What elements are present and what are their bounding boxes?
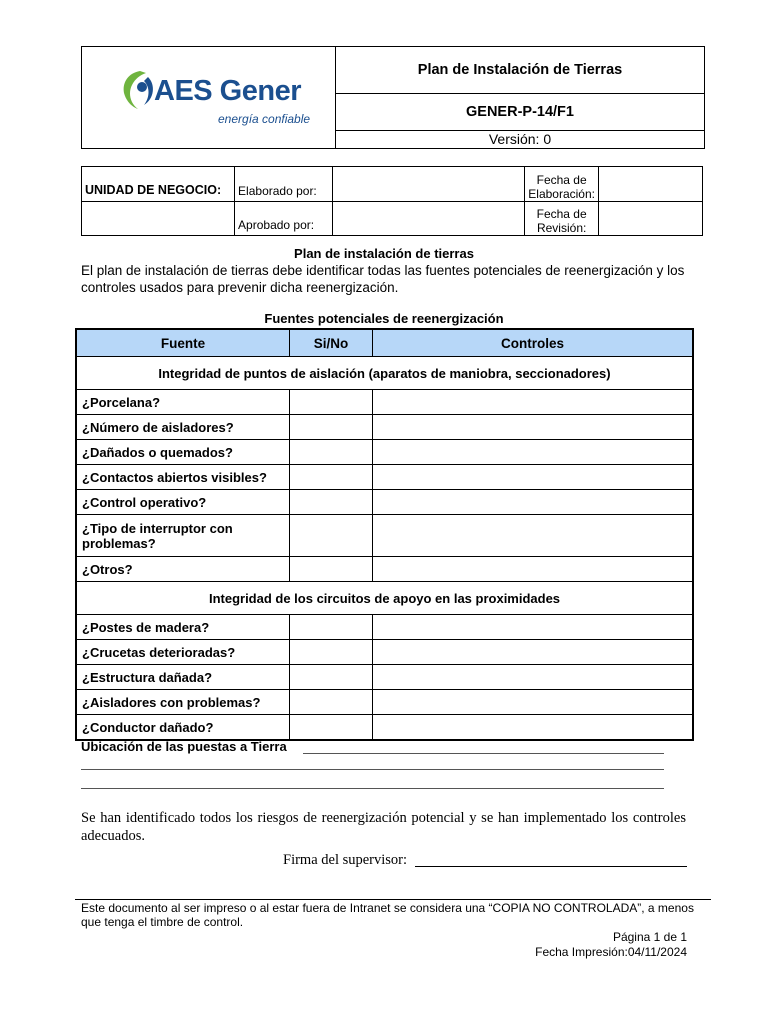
sino-cell[interactable] bbox=[290, 465, 373, 490]
table-row bbox=[76, 415, 693, 440]
controles-cell[interactable] bbox=[373, 415, 694, 440]
table-row bbox=[76, 690, 693, 715]
document-code: GENER-P-14/F1 bbox=[336, 94, 705, 131]
ubicacion-line-2[interactable] bbox=[81, 769, 664, 770]
sino-cell[interactable] bbox=[290, 440, 373, 465]
document-header bbox=[81, 46, 705, 149]
footer-divider bbox=[75, 899, 711, 900]
sino-cell[interactable] bbox=[290, 415, 373, 440]
row-label: ¿Control operativo? bbox=[76, 490, 290, 515]
declaration-text: Se han identificado todos los riesgos de reenergización potencial y se han implementado los controles adecuados. bbox=[81, 810, 686, 844]
sino-cell[interactable] bbox=[290, 665, 373, 690]
controles-cell[interactable] bbox=[373, 615, 694, 640]
col-header-sino: Si/No bbox=[290, 329, 373, 357]
table-row bbox=[76, 490, 693, 515]
sino-cell[interactable] bbox=[290, 690, 373, 715]
document-title: Plan de Instalación de Tierras bbox=[336, 47, 705, 94]
sino-cell[interactable] bbox=[290, 640, 373, 665]
row-label: ¿Aisladores con problemas? bbox=[76, 690, 290, 715]
document-version: Versión: 0 bbox=[336, 131, 705, 149]
firma-label: Firma del supervisor: bbox=[283, 852, 408, 868]
aprobado-field[interactable] bbox=[332, 202, 524, 236]
sino-cell[interactable] bbox=[290, 615, 373, 640]
table-row bbox=[76, 515, 693, 557]
reenergization-table bbox=[75, 328, 694, 741]
sino-cell[interactable] bbox=[290, 390, 373, 415]
group-title: Integridad de puntos de aislación (aparatos de maniobra, seccionadores) bbox=[76, 357, 693, 390]
fecha-elaboracion-field[interactable] bbox=[599, 167, 703, 202]
logo-brand: AES Gener bbox=[154, 75, 301, 107]
print-date: Fecha Impresión:04/11/2024 bbox=[535, 945, 687, 959]
table-title: Fuentes potenciales de reenergización bbox=[264, 311, 504, 326]
controles-cell[interactable] bbox=[373, 690, 694, 715]
table-row bbox=[76, 665, 693, 690]
elaborado-label: Elaborado por: bbox=[235, 167, 333, 202]
sino-cell[interactable] bbox=[290, 715, 373, 741]
controles-cell[interactable] bbox=[373, 490, 694, 515]
controles-cell[interactable] bbox=[373, 715, 694, 741]
controles-cell[interactable] bbox=[373, 440, 694, 465]
unidad-field[interactable] bbox=[82, 202, 235, 236]
table-row bbox=[76, 557, 693, 582]
row-label: ¿Tipo de interruptor con problemas? bbox=[76, 515, 290, 557]
logo-mark-icon bbox=[118, 67, 158, 111]
ubicacion-line-1[interactable] bbox=[303, 753, 664, 754]
row-label: ¿Dañados o quemados? bbox=[76, 440, 290, 465]
table-row bbox=[76, 615, 693, 640]
section-title: Plan de instalación de tierras bbox=[294, 246, 474, 261]
logo-tagline: energía confiable bbox=[218, 112, 311, 126]
page-number: Página 1 de 1 bbox=[612, 930, 687, 944]
footer-disclaimer: Este documento al ser impreso o al estar fuera de Intranet se considera una “COPIA NO CONTROLADA”, a menos que tenga el timbre de control. bbox=[81, 901, 694, 929]
row-label: ¿Estructura dañada? bbox=[76, 665, 290, 690]
fecha-elaboracion-label: Fecha de Elaboración: bbox=[525, 167, 599, 202]
row-label: ¿Otros? bbox=[76, 557, 290, 582]
section-text: El plan de instalación de tierras debe identificar todas las fuentes potenciales de reenergización y los controles usados para prevenir dicha reenergización. bbox=[81, 263, 685, 295]
row-label: ¿Crucetas deterioradas? bbox=[76, 640, 290, 665]
logo-cell bbox=[82, 47, 336, 149]
row-label: ¿Postes de madera? bbox=[76, 615, 290, 640]
col-header-fuente: Fuente bbox=[76, 329, 290, 357]
controles-cell[interactable] bbox=[373, 515, 694, 557]
sino-cell[interactable] bbox=[290, 557, 373, 582]
controles-cell[interactable] bbox=[373, 390, 694, 415]
aprobado-label: Aprobado por: bbox=[235, 202, 333, 236]
controles-cell[interactable] bbox=[373, 557, 694, 582]
table-row bbox=[76, 465, 693, 490]
fecha-revision-field[interactable] bbox=[599, 202, 703, 236]
info-table bbox=[81, 166, 703, 236]
table-row bbox=[76, 640, 693, 665]
controles-cell[interactable] bbox=[373, 640, 694, 665]
row-label: ¿Porcelana? bbox=[76, 390, 290, 415]
ubicacion-line-3[interactable] bbox=[81, 788, 664, 789]
aes-gener-logo bbox=[118, 65, 311, 129]
fecha-revision-label: Fecha de Revisión: bbox=[525, 202, 599, 236]
elaborado-field[interactable] bbox=[332, 167, 524, 202]
table-row bbox=[76, 440, 693, 465]
unidad-label: UNIDAD DE NEGOCIO: bbox=[82, 167, 235, 202]
col-header-controles: Controles bbox=[373, 329, 694, 357]
firma-line[interactable] bbox=[415, 866, 687, 867]
table-row bbox=[76, 390, 693, 415]
sino-cell[interactable] bbox=[290, 515, 373, 557]
sino-cell[interactable] bbox=[290, 490, 373, 515]
ubicacion-label: Ubicación de las puestas a Tierra bbox=[81, 739, 287, 754]
row-label: ¿Contactos abiertos visibles? bbox=[76, 465, 290, 490]
controles-cell[interactable] bbox=[373, 665, 694, 690]
controles-cell[interactable] bbox=[373, 465, 694, 490]
row-label: ¿Número de aisladores? bbox=[76, 415, 290, 440]
group-title: Integridad de los circuitos de apoyo en las proximidades bbox=[76, 582, 693, 615]
row-label: ¿Conductor dañado? bbox=[76, 715, 290, 741]
table-row bbox=[76, 715, 693, 741]
